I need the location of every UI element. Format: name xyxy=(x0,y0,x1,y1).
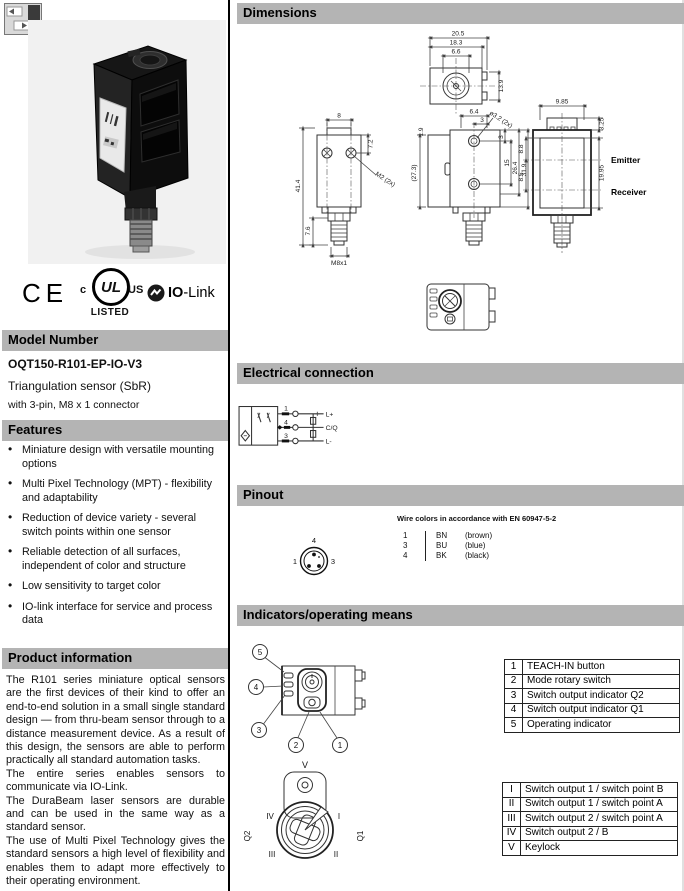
io-link-logo xyxy=(147,284,215,302)
svg-text:3: 3 xyxy=(498,135,505,139)
table-row: V Keylock xyxy=(503,841,678,856)
svg-text:5: 5 xyxy=(257,648,263,657)
svg-text:M8x1: M8x1 xyxy=(331,260,347,267)
svg-text:7.2: 7.2 xyxy=(367,139,375,149)
svg-text:L+: L+ xyxy=(325,411,334,419)
section-header-model-number: Model Number xyxy=(2,330,228,351)
section-header-product-information: Product information xyxy=(2,648,228,669)
svg-text:20.5: 20.5 xyxy=(451,30,465,38)
svg-text:II: II xyxy=(333,850,339,859)
ul-c-label: c xyxy=(80,284,87,296)
feature-item: • Reduction of device variety - several switch points within one sensor xyxy=(6,512,222,539)
svg-text:2: 2 xyxy=(293,741,299,750)
svg-text:1.9: 1.9 xyxy=(418,127,425,137)
section-header-dimensions: Dimensions xyxy=(237,3,684,24)
product-info-paragraph: The entire series enables sensors to communicate via IO-Link. xyxy=(6,767,225,794)
svg-text:6.4: 6.4 xyxy=(469,108,479,116)
ul-mark xyxy=(80,268,144,318)
wire-code: BN xyxy=(425,531,465,541)
wire-pin: 1 xyxy=(403,531,408,540)
svg-text:3.25: 3.25 xyxy=(598,117,606,131)
svg-text:4: 4 xyxy=(311,536,317,545)
svg-text:Q1: Q1 xyxy=(356,830,365,842)
svg-text:I: I xyxy=(337,812,341,821)
table-row: IV Switch output 2 / B xyxy=(503,826,678,841)
model-subtitle: Triangulation sensor (SbR) xyxy=(8,379,151,393)
dim-back-view xyxy=(518,99,647,254)
svg-text:26.4: 26.4 xyxy=(512,161,519,175)
svg-text:9.85: 9.85 xyxy=(555,98,569,106)
table-row: I Switch output 1 / switch point B xyxy=(503,783,678,798)
wire-code: BK xyxy=(425,551,465,561)
svg-text:V: V xyxy=(301,760,309,770)
wire-color: (black) xyxy=(465,551,490,560)
svg-text:L-: L- xyxy=(325,438,332,446)
svg-text:M2 (2x): M2 (2x) xyxy=(373,170,397,189)
emitter-label: Emitter xyxy=(611,155,641,165)
svg-text:1: 1 xyxy=(284,405,288,413)
ce-mark: CE xyxy=(22,278,69,308)
svg-text:ø3.2 (2x): ø3.2 (2x) xyxy=(487,109,514,130)
section-header-electrical: Electrical connection xyxy=(237,363,684,384)
svg-text:1: 1 xyxy=(337,741,343,750)
table-row: 1 TEACH-IN button xyxy=(505,660,680,675)
svg-text:4: 4 xyxy=(253,683,259,692)
dim-bottom-view xyxy=(427,284,495,330)
svg-text:19.95: 19.95 xyxy=(598,164,606,182)
svg-text:(27.3): (27.3) xyxy=(411,164,418,182)
dim-side-view xyxy=(411,109,530,246)
dim-top-view xyxy=(420,31,505,115)
svg-text:3: 3 xyxy=(330,557,336,566)
product-info-paragraph: The DuraBeam laser sensors are durable and can be used in the same way as a standard sensor. xyxy=(6,794,225,834)
svg-text:18.3: 18.3 xyxy=(449,39,463,47)
io-link-text-bold: IO xyxy=(168,285,184,301)
indicators-table xyxy=(504,659,680,733)
indicators-device-diagram xyxy=(240,635,375,757)
wire-color: (brown) xyxy=(465,531,493,540)
model-connector-info: with 3-pin, M8 x 1 connector xyxy=(8,399,140,411)
feature-item: • Multi Pixel Technology (MPT) - flexibility and adaptability xyxy=(6,478,222,505)
feature-item: • Reliable detection of all surfaces, independent of color and structure xyxy=(6,546,222,573)
svg-text:15: 15 xyxy=(504,159,511,167)
dimensions-drawing xyxy=(237,28,684,360)
wire-color: (blue) xyxy=(465,541,486,550)
ul-us-label: US xyxy=(128,284,144,296)
ul-listed-label: LISTED xyxy=(90,307,130,318)
model-number: OQT150-R101-EP-IO-V3 xyxy=(8,357,143,371)
electrical-diagram xyxy=(238,401,358,459)
ul-monogram: UL xyxy=(92,268,130,306)
pinout-connector-diagram xyxy=(284,528,344,588)
svg-text:3: 3 xyxy=(284,432,288,440)
io-link-icon xyxy=(147,284,165,302)
svg-text:8: 8 xyxy=(337,112,341,120)
svg-text:41.4: 41.4 xyxy=(295,179,302,193)
table-row: 5 Operating indicator xyxy=(505,718,680,733)
rotary-switch-diagram xyxy=(242,758,372,870)
wire-colors-table xyxy=(403,531,511,561)
features-list xyxy=(6,444,222,635)
svg-text:7.6: 7.6 xyxy=(305,226,312,236)
io-link-text: -Link xyxy=(183,285,215,301)
section-header-features: Features xyxy=(2,420,228,441)
product-information-text xyxy=(6,674,225,889)
svg-text:Q2: Q2 xyxy=(243,830,252,842)
svg-text:13.9: 13.9 xyxy=(498,79,505,93)
product-info-paragraph: The use of Multi Pixel Technology gives the standard sensors a high level of flexibility and enables them to adapt more effectively to their operating environment. xyxy=(6,834,225,888)
svg-text:C/Q: C/Q xyxy=(325,425,338,432)
table-row: 3 Switch output indicator Q2 xyxy=(505,689,680,704)
svg-text:3: 3 xyxy=(256,726,262,735)
wire-pin: 4 xyxy=(403,551,408,560)
svg-text:3: 3 xyxy=(480,117,484,124)
feature-item: • IO-link interface for service and process data xyxy=(6,601,222,628)
section-header-indicators: Indicators/operating means xyxy=(237,605,684,626)
table-row: III Switch output 2 / switch point A xyxy=(503,812,678,827)
table-row: 2 Mode rotary switch xyxy=(505,674,680,689)
dim-front-view xyxy=(295,113,396,268)
receiver-label: Receiver xyxy=(611,187,647,197)
wire-colors-note: Wire colors in accordance with EN 60947-5-2 xyxy=(397,514,557,523)
switch-positions-table xyxy=(502,782,678,856)
svg-text:6.6: 6.6 xyxy=(451,48,461,56)
wire-pin: 3 xyxy=(403,541,408,550)
svg-text:III: III xyxy=(268,850,276,859)
feature-item: • Low sensitivity to target color xyxy=(6,580,222,594)
svg-text:8.8: 8.8 xyxy=(518,144,525,154)
table-row: II Switch output 1 / switch point A xyxy=(503,797,678,812)
svg-text:IV: IV xyxy=(266,812,274,821)
table-row: 4 Switch output indicator Q1 xyxy=(505,703,680,718)
feature-item: • Miniature design with versatile mounting options xyxy=(6,444,222,471)
product-photo xyxy=(28,20,226,264)
wire-code: BU xyxy=(425,541,465,551)
svg-text:31.9: 31.9 xyxy=(521,163,528,177)
product-info-paragraph: The R101 series miniature optical sensors are the first devices of their kind to offer an end-to-end solution in a small single standard design — from thru-beam sensor through to a distance measurement device. As a result of this design, the sensors are able to perform practically all standard automation tasks. xyxy=(6,674,225,767)
column-divider xyxy=(228,0,230,891)
section-header-pinout: Pinout xyxy=(237,485,684,506)
svg-text:4: 4 xyxy=(284,419,288,427)
svg-text:1: 1 xyxy=(292,557,298,566)
svg-text:8.5: 8.5 xyxy=(518,172,525,182)
